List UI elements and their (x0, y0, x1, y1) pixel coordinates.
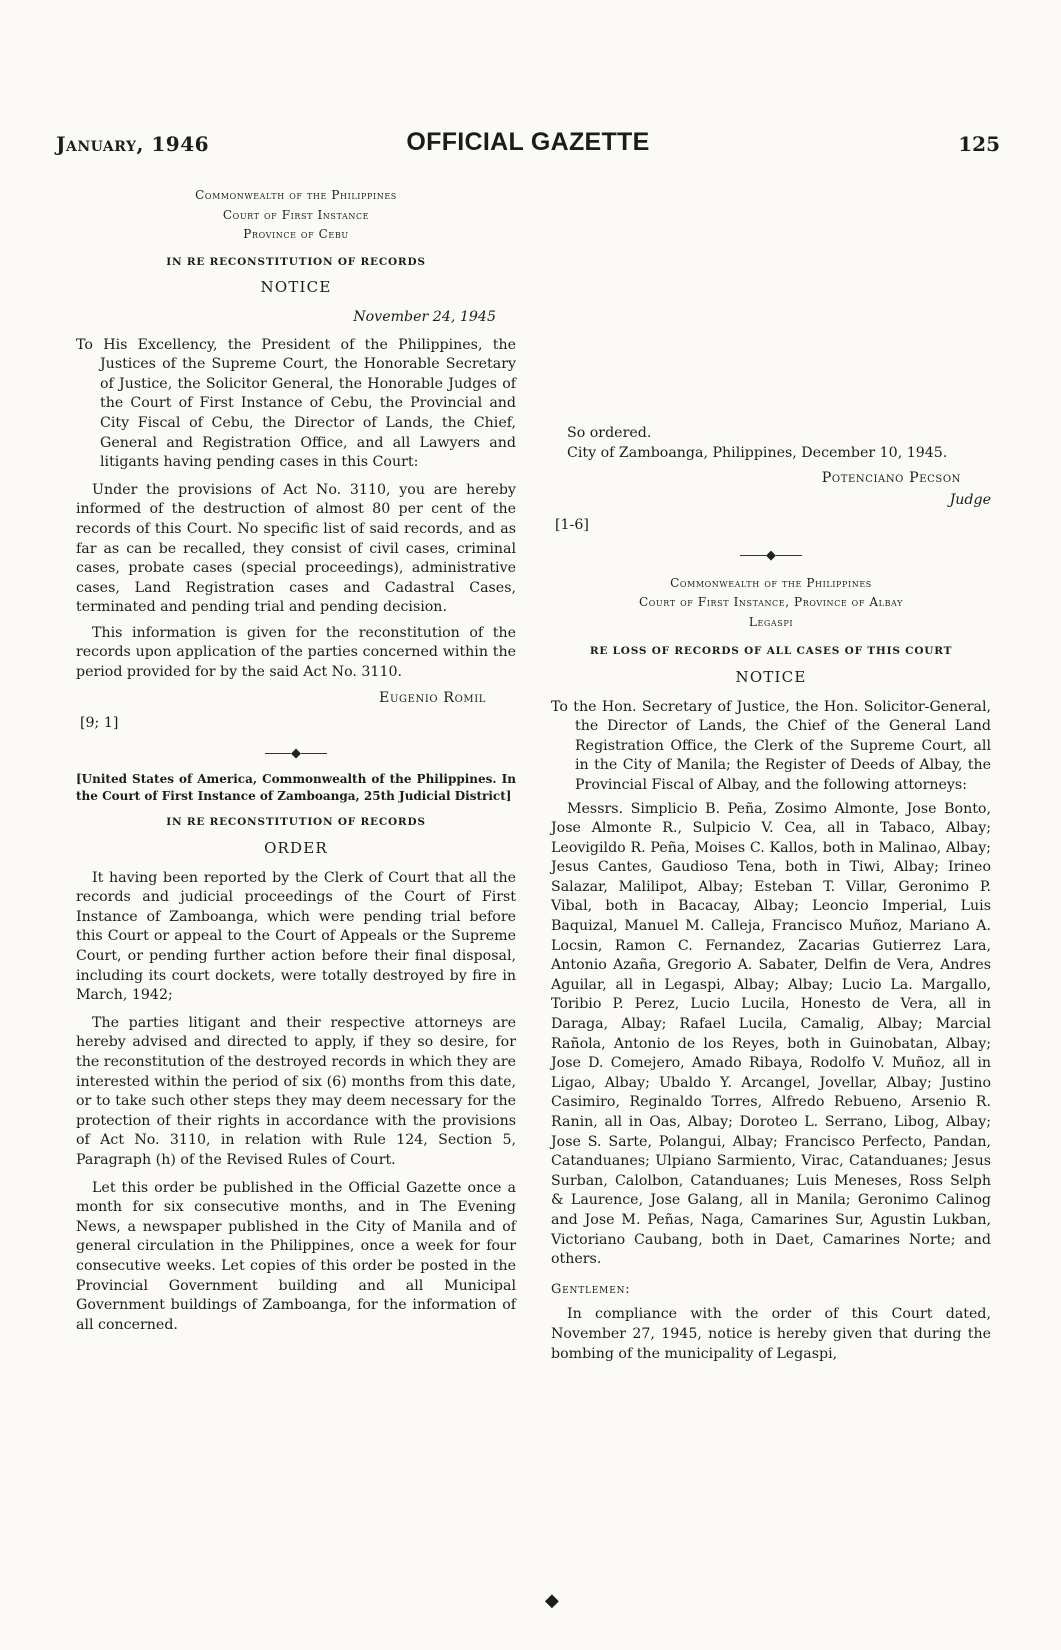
diamond-rule-icon: ◆ (76, 744, 516, 764)
notice2-heading: NOTICE (735, 667, 807, 686)
notice1-paragraph: Under the provisions of Act No. 3110, you are hereby informed of the destruction of almost 80 per cent of the records of this Court. No specific list of said records, and as far as can be recalled, they consist of civil cases, criminal cases, probate cases (special proceedings), administrative cases, Land Registration cases and Cadastral Cases, terminated and pending trial and pending decision. (76, 481, 516, 616)
order-so-ordered: So ordered. (567, 425, 652, 441)
notice1-province: Province of Cebu (243, 227, 349, 242)
order-paragraph: It having been reported by the Clerk of Court that all the records and judicial proceedings of the Court of First Instance of Zamboanga, which were pending trial before this Court or appeal to the Court of Appeals or the Supreme Court, or pending further action before their final disposal, including its court dockets, were totally destroyed by fire in March, 1942; (76, 869, 516, 1004)
order-signature: Potenciano Pecson (821, 470, 961, 487)
notice2-court: Court of First Instance, Province of Albay (638, 595, 903, 610)
left-column (76, 186, 516, 1335)
page-header (56, 128, 1000, 160)
notice1-commonwealth: Commonwealth of the Philippines (195, 188, 397, 202)
issue-date: January, 1946 (56, 132, 210, 156)
notice2-attorneys: Messrs. Simplicio B. Peña, Zosimo Almonte, Jose Bonto, Jose Almonte R., Sulpicio V. Cea, all in Tabaco, Albay; Leovigildo R. Peña, Moises C. Kallos, both in Malinao, Albay; Jesus Cantes, Gaudioso Tena, both in Tiwi, Albay; Irineo Salazar, Malilipot, Albay; Esteban T. Villar, Geronimo P. Vibal, both in Bacacay, Albay; Leoncio Imperial, Luis Baquizal, Manuel M. Calleja, Francisco Muñoz, Mariano A. Locsin, Ramon C. Fernandez, Zacarias Gutierrez Lara, Antonio Azaña, Gregorio A. Sabater, Delfin de Vera, Andres Aguilar, all in Legaspi, Albay; Albay; Lucio La. Margallo, Toribio P. Perez, Lucio Lucila, Honesto de Vera, all in Daraga, Albay; Rafael Lucila, Camalig, Albay; Marcial Rañola, Antonio de los Reyes, both in Guinobatan, Albay; Jose D. Comejero, Amado Ribaya, Rodolfo V. Muñoz, all in Ligao, Albay; Ubaldo Y. Arcangel, Jovellar, Albay; Justino Casimiro, Reginaldo Torres, Alfredo Rebueno, Arsenio R. Ranin, all in Oas, Albay; Doroteo L. Serrano, Libog, Albay; Jose S. Sarte, Polangui, Albay; Francisco Perfecto, Pandan, Catanduanes; Ulpiano Sarmiento, Virac, Catanduanes; Jesus Surban, Calolbon, Catanduanes; Luis Meneses, Ross Selph & Laurence, Jose Galang, all in Manila; Geronimo Calinog and Jose M. Peñas, Naga, Camarines Sur, Agustin Lukban, Victoriano Caubang, both in Daet, Camarines Norte; and others. (551, 800, 991, 1268)
notice2-commonwealth: Commonwealth of the Philippines (670, 575, 872, 590)
order-heading: ORDER (264, 839, 328, 858)
notice2-caption: RE LOSS OF RECORDS OF ALL CASES OF THIS COURT (589, 645, 953, 658)
page-number: 125 (958, 132, 1000, 156)
notice1-reference: [9; 1] (80, 715, 119, 732)
diamond-rule-icon: ◆ (551, 546, 991, 566)
order-caption: [United States of America, Commonwealth of the Philippines. In the Court of First Instance of Zamboanga, 25th Judicial District] (76, 772, 516, 804)
notice1-date: November 24, 1945 (353, 308, 496, 325)
order-paragraph: The parties litigant and their respective attorneys are hereby advised and directed to apply, if they so desire, for the reconstitution of the destroyed records in which they are interested within the period of six (6) months from this date, or to take such other steps they may deem necessary for the protection of their rights in accordance with the provisions of Act No. 3110, in relation with Rule 124, Section 5, Paragraph (h) of the Revised Rules of Court. (76, 1014, 516, 1168)
notice1-court: Court of First Instance (222, 207, 370, 222)
notice1-address: To His Excellency, the President of the Philippines, the Justices of the Supreme Court, the Honorable Secretary of Justice, the Solicitor General, the Honorable Judges of the Court of First Instance of Cebu, the Provincial and City Fiscal of Cebu, the Director of Lands, the Chief, General and Registration Office, and all Lawyers and litigants having pending cases in this Court: (76, 336, 516, 471)
notice1-caption: IN RE RECONSTITUTION OF RECORDS (166, 255, 426, 268)
notice2-address: To the Hon. Secretary of Justice, the Hon. Solicitor-General, the Director of Lands, the Chief of the General Land Registration Office, the Clerk of the Supreme Court, all in the City of Manila; the Register of Deeds of Albay, the Provincial Fiscal of Albay, and the following attorneys: (551, 698, 991, 793)
publication-title: OFFICIAL GAZETTE (406, 128, 650, 156)
notice2-city: Legaspi (748, 614, 794, 629)
right-column (551, 186, 991, 1364)
order-place-date: City of Zamboanga, Philippines, December 10, 1945. (567, 444, 948, 461)
order-paragraph: Let this order be published in the Official Gazette once a month for six consecutive months, and in The Evening News, a newspaper published in the City of Manila and of general circulation in the Philippines, once a week for four consecutive weeks. Let copies of this order be posted in the Provincial Government building and all Municipal Government buildings of Zamboanga, for the information of all concerned. (76, 1179, 516, 1333)
notice1-paragraph: This information is given for the reconstitution of the records upon application of the parties concerned within the period provided for by the said Act No. 3110. (76, 624, 516, 681)
notice1-signature: Eugenio Romil (379, 689, 486, 706)
order-continued-space (551, 186, 991, 424)
notice2-salutation: Gentlemen: (551, 1281, 631, 1297)
footer-mark: ◆ (545, 1590, 559, 1611)
notice1-heading: NOTICE (260, 278, 332, 297)
order-signature-title: Judge (949, 491, 991, 508)
notice2-body: In compliance with the order of this Court dated, November 27, 1945, notice is hereby given that during the bombing of the municipality of Legaspi, (551, 1306, 991, 1362)
order-reference: [1-6] (555, 517, 589, 534)
order-subcaption: IN RE RECONSTITUTION OF RECORDS (166, 816, 426, 829)
